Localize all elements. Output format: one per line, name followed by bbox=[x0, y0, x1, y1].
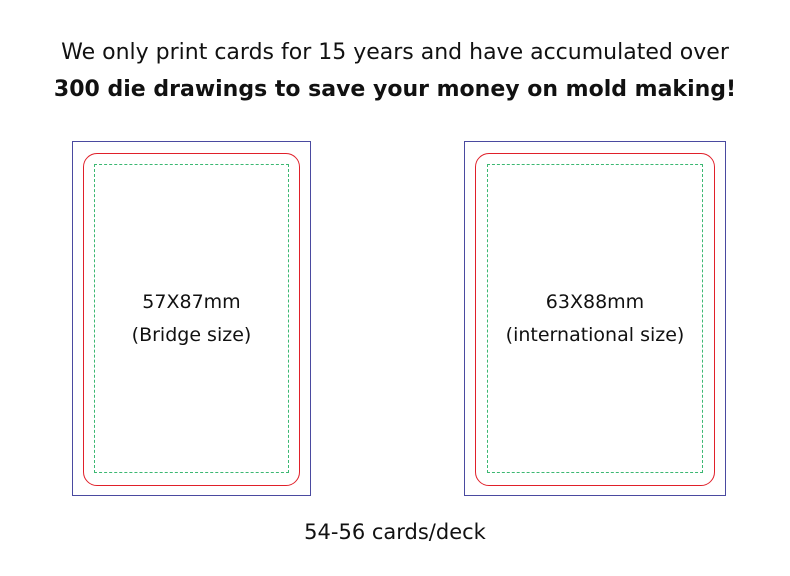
international-card-label bbox=[464, 286, 726, 352]
headline-line-2: 300 die drawings to save your money on mold making! bbox=[53, 77, 737, 102]
headline-line-1: We only print cards for 15 years and have accumulated over bbox=[61, 40, 729, 65]
bridge-card-size: 57X87mm bbox=[142, 291, 241, 313]
bridge-card-name: (Bridge size) bbox=[131, 324, 252, 346]
international-card-size: 63X88mm bbox=[545, 291, 645, 313]
deck-count-caption: 54-56 cards/deck bbox=[304, 520, 486, 544]
international-card-name: (international size) bbox=[505, 324, 685, 346]
bridge-card-label bbox=[72, 286, 311, 352]
